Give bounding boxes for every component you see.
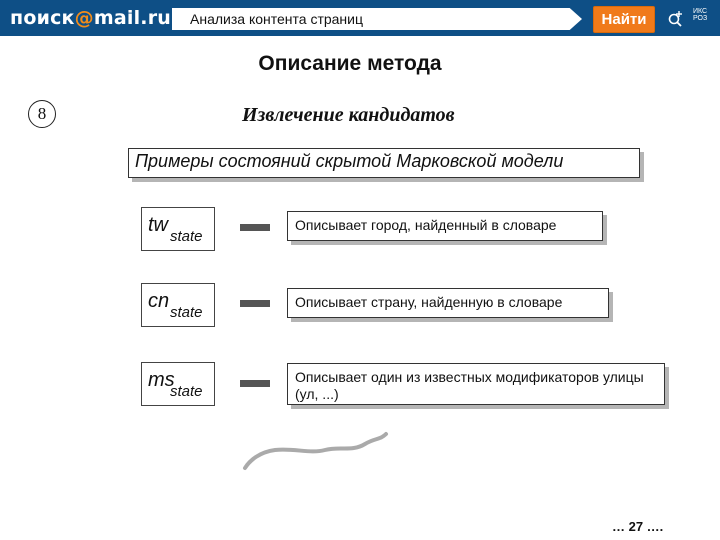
logo-at: @ bbox=[74, 7, 94, 29]
state-box-tw bbox=[141, 207, 215, 251]
slide-title: Описание метода bbox=[258, 52, 442, 75]
page-number: … 27 …. bbox=[612, 519, 664, 534]
state-sub: state bbox=[170, 228, 203, 245]
step-badge: 8 bbox=[28, 100, 56, 128]
slide-subtitle: Извлечение кандидатов bbox=[242, 104, 455, 126]
search-input[interactable] bbox=[190, 8, 570, 30]
state-sub: state bbox=[170, 383, 203, 400]
dash-connector bbox=[240, 300, 270, 307]
top-bar bbox=[0, 0, 720, 36]
state-box-cn bbox=[141, 283, 215, 327]
caption-box bbox=[128, 148, 640, 178]
search-box bbox=[172, 8, 582, 30]
search-button[interactable]: Найти bbox=[593, 6, 655, 33]
search-tool-icon[interactable] bbox=[667, 9, 685, 27]
description-box: Описывает страну, найденную в словаре bbox=[287, 288, 609, 318]
state-sub: state bbox=[170, 304, 203, 321]
dash-connector bbox=[240, 224, 270, 231]
mail-ru-logo[interactable] bbox=[10, 5, 181, 31]
caption-text: Примеры состояний скрытой Марковской модели bbox=[135, 151, 564, 171]
logo-text: поиск bbox=[10, 7, 75, 29]
state-main: ms bbox=[148, 369, 175, 391]
state-main: cn bbox=[148, 290, 170, 312]
state-box-ms bbox=[141, 362, 215, 406]
settings-icon[interactable]: ИКС РОЗ bbox=[693, 8, 708, 22]
state-main: tw bbox=[148, 214, 168, 236]
dash-connector bbox=[240, 380, 270, 387]
squiggle-decoration bbox=[240, 430, 390, 475]
description-box: Описывает город, найденный в словаре bbox=[287, 211, 603, 241]
description-box: Описывает один из известных модификаторов улицы (ул, ...) bbox=[287, 363, 665, 405]
logo-domain: mail.ru bbox=[93, 7, 172, 29]
